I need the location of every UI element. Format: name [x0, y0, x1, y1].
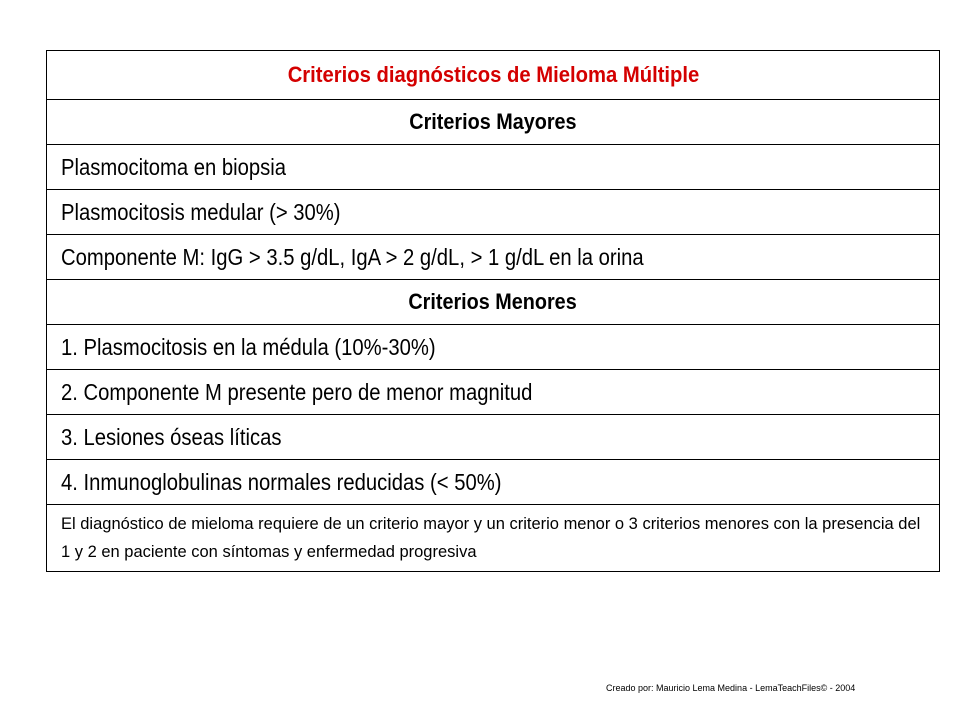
minor-criterion-1-text: 1. Plasmocitosis en la médula (10%-30%)	[61, 333, 436, 360]
footer-credit: Creado por: Mauricio Lema Medina - LemaTeachFiles© - 2004	[606, 683, 856, 693]
table-row	[47, 505, 940, 572]
diagnosis-note: El diagnóstico de mieloma requiere de un criterio mayor y un criterio menor o 3 criterios menores con la presencia del 1 y 2 en paciente con síntomas y enfermedad progresiva	[47, 505, 940, 572]
major-criteria-header-text: Criterios Mayores	[409, 109, 577, 134]
minor-criterion-4-text: 4. Inmunoglobulinas normales reducidas (< 50%)	[61, 468, 502, 495]
table-row	[47, 51, 940, 100]
minor-criterion-3	[47, 415, 940, 460]
table-title: Criterios diagnósticos de Mieloma Múltiple	[82, 51, 904, 100]
major-criterion-3-text: Componente M: IgG > 3.5 g/dL, IgA > 2 g/dL, > 1 g/dL en la orina	[61, 243, 644, 270]
minor-criterion-2	[47, 370, 940, 415]
table-row	[47, 370, 940, 415]
table-row	[47, 190, 940, 235]
minor-criterion-4	[47, 460, 940, 505]
table-row	[47, 325, 940, 370]
minor-criteria-header-text: Criterios Menores	[408, 289, 578, 314]
table-row	[47, 415, 940, 460]
minor-criterion-2-text: 2. Componente M presente pero de menor magnitud	[61, 378, 533, 405]
table-row	[47, 235, 940, 280]
table-row	[47, 280, 940, 325]
major-criteria-header	[47, 100, 940, 145]
minor-criterion-3-text: 3. Lesiones óseas líticas	[61, 423, 282, 450]
table-row	[47, 145, 940, 190]
minor-criteria-header	[47, 280, 940, 325]
criteria-table	[46, 50, 940, 572]
major-criterion-1	[47, 145, 940, 190]
minor-criterion-1	[47, 325, 940, 370]
major-criterion-3	[47, 235, 940, 280]
table-row	[47, 460, 940, 505]
major-criterion-2	[47, 190, 940, 235]
table-row	[47, 100, 940, 145]
major-criterion-1-text: Plasmocitoma en biopsia	[61, 153, 287, 180]
major-criterion-2-text: Plasmocitosis medular (> 30%)	[61, 198, 341, 225]
